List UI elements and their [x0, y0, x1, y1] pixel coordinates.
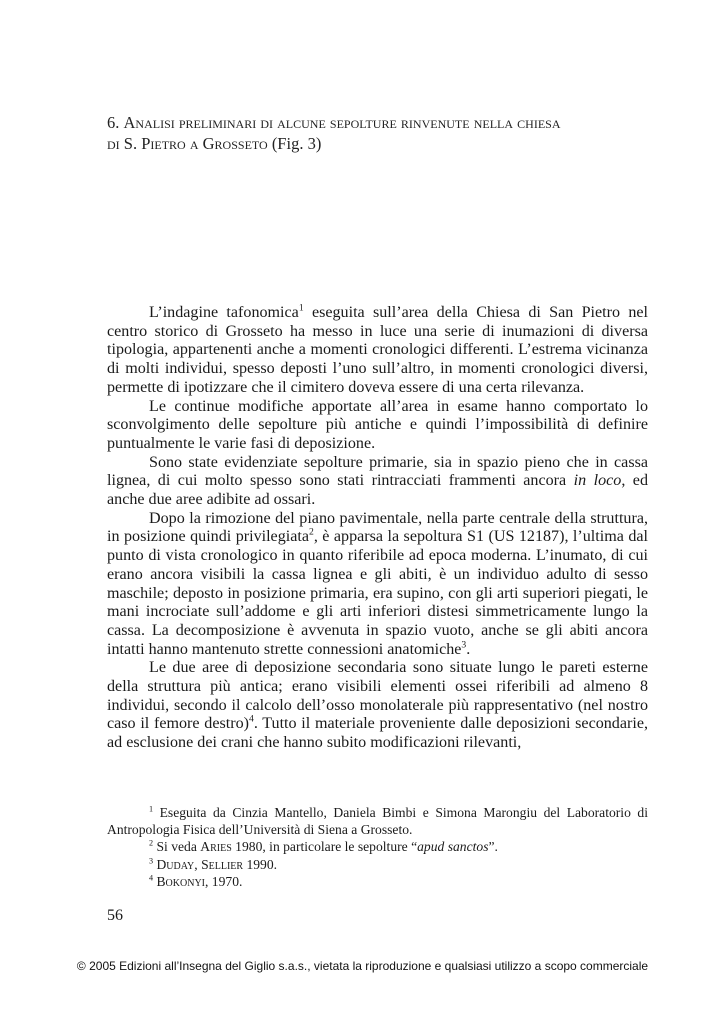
footnote-1	[107, 804, 648, 838]
section-heading	[107, 112, 627, 154]
footnote-ref-2: 2	[308, 527, 314, 539]
paragraph-2: Le continue modifiche apportate all’area in esame hanno comportato lo sconvolgimento delle sepolture più antiche e quindi l’impossibilità di definire puntualmente le varie fasi di deposizione.	[107, 397, 648, 452]
section-title-line-2: S. Pietro a Grosseto	[123, 134, 268, 153]
italic-term: apud sanctos	[417, 839, 489, 855]
footnote-author: Aries	[200, 839, 232, 855]
section-title-line-1: Analisi preliminari di alcune sepolture rinvenute nella chiesa	[123, 113, 561, 132]
footnote-number: 4	[149, 873, 154, 883]
footnote-4	[107, 873, 648, 890]
section-number: 6.	[107, 113, 120, 132]
paragraph-5	[107, 659, 648, 753]
footnote-author: Duday, Sellier	[156, 856, 244, 872]
footnote-ref-1: 1	[298, 302, 304, 314]
italic-term: in loco	[573, 472, 622, 490]
footnote-text: 1980, in particolare le sepolture “	[231, 839, 418, 855]
paragraph-1	[107, 304, 648, 398]
paragraph-text: , è apparsa la sepoltura S1 (US 12187), l’ultima dal punto di vista cronologico in quanto riferibile ad epoca moderna. L’inumato, di cui erano ancora visibili la cassa lignea e gli abiti, è un individuo adulto di sesso maschile; deposto in posizione primaria, era supino, con gli arti superiori piegati, le mani incrociate sull’addome e gli arti inferiori distesi simmetricamente lungo la cassa. La decomposizione è avvenuta in spazio vuoto, anche se gli abiti ancora intatti hanno mantenuto strette connessioni anatomiche	[107, 528, 648, 658]
footnote-text: ”.	[488, 839, 498, 855]
copyright-notice: © 2005 Edizioni all’Insegna del Giglio s.a.s., vietata la riproduzione e qualsiasi utilizzo a scopo commerciale	[76, 959, 649, 973]
footnote-ref-4: 4	[248, 714, 254, 726]
paragraph-4	[107, 510, 648, 660]
paragraph-text: . Tutto il materiale proveniente dalle deposizioni secondarie, ad esclusione dei crani che hanno subito modificazioni rilevanti,	[107, 715, 648, 752]
paragraph-text: L’indagine tafonomica	[149, 304, 299, 321]
section-title-di: di	[107, 134, 120, 153]
footnote-text: Eseguita da Cinzia Mantello, Daniela Bimbi e Simona Marongiu del Laboratorio di Antropologia Fisica dell’Università di Siena a Grosseto.	[107, 805, 648, 838]
footnotes	[107, 804, 648, 890]
footnote-author: Bokonyi	[156, 873, 205, 889]
footnote-text: Si veda	[153, 839, 201, 855]
paragraph-text: .	[466, 640, 471, 658]
footnote-number: 1	[149, 804, 154, 814]
paragraph-text: Dopo la rimozione del piano pavimentale, nella parte centrale della struttura, in posizione quindi privilegiata	[107, 509, 648, 546]
body-text	[107, 304, 648, 753]
footnote-text: , 1970.	[205, 873, 243, 889]
footnote-number: 3	[149, 856, 154, 866]
footnote-ref-3: 3	[461, 639, 467, 651]
figure-reference: (Fig. 3)	[271, 134, 322, 153]
section-heading-line-1	[107, 112, 627, 133]
paragraph-3	[107, 454, 648, 510]
footnote-number: 2	[149, 838, 154, 848]
paragraph-text: eseguita sull’area della Chiesa di San Pietro nel centro storico di Grosseto ha messo in luce una serie di inumazioni di diversa tipologia, appartenenti anche a momenti cronologici differenti. L’estrema vicinanza di molti individui, spesso deposti l’uno sull’altro, in momenti cronologici diversi, permette di ipotizzare che il cimitero doveva essere di una certa rilevanza.	[107, 304, 648, 396]
paragraph-text: , ed anche due aree adibite ad ossari.	[107, 472, 648, 509]
footnote-2	[107, 838, 648, 855]
section-heading-line-2	[107, 133, 627, 154]
footnote-3	[107, 856, 648, 873]
page-number: 56	[107, 907, 123, 924]
footnote-text: 1990.	[243, 856, 278, 872]
paragraph-text: Sono state evidenziate sepolture primarie, sia in spazio pieno che in cassa lignea, di cui molto spesso sono stati rintracciati frammenti ancora	[107, 453, 648, 490]
paragraph-text: Le due aree di deposizione secondaria sono situate lungo le pareti esterne della struttura più antica; erano visibili elementi ossei riferibili ad almeno 8 individui, secondo il calcolo dell’osso monolaterale più rappresentativo (nel nostro caso il femore destro)	[107, 659, 648, 733]
